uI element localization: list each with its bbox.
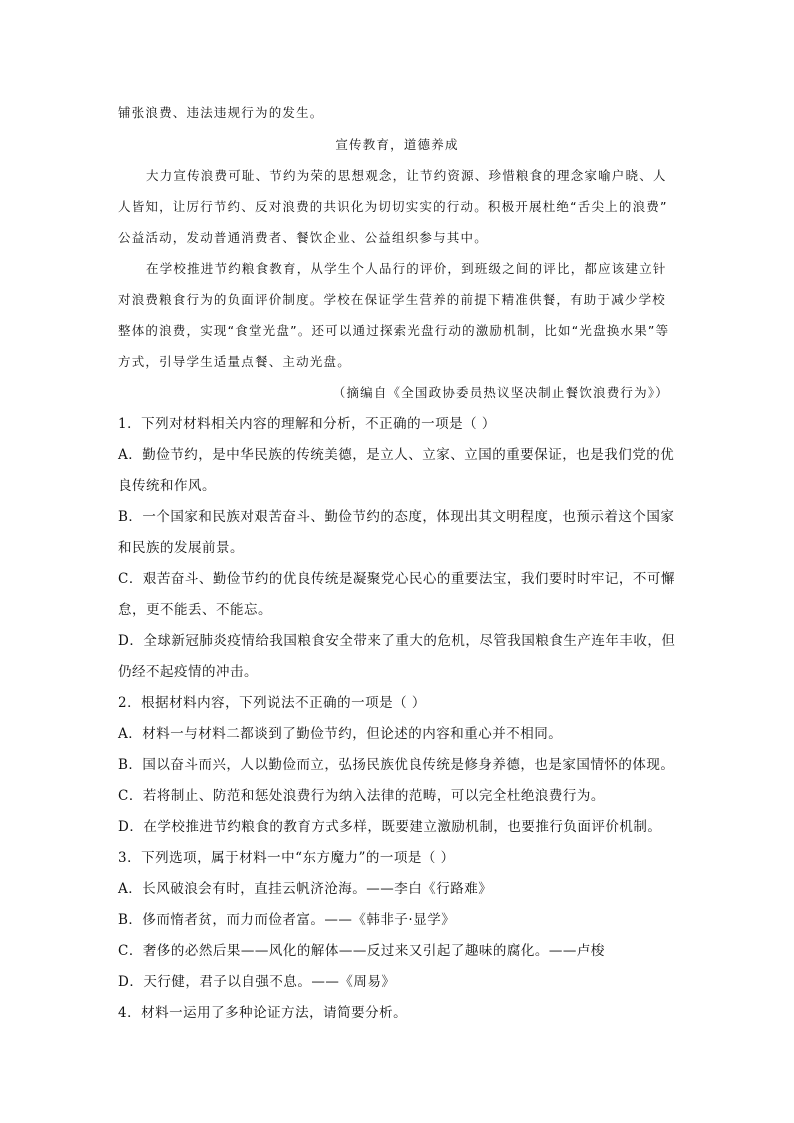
question-1-option-c-cont: 怠，更不能丢、不能忘。 bbox=[118, 602, 272, 618]
question-3-option-a: A．长风破浪会有时，直挂云帆济沧海。——李白《行路难》 bbox=[118, 881, 493, 897]
question-3-option-b: B．侈而惰者贫，而力而俭者富。——《韩非子·显学》 bbox=[118, 912, 456, 928]
question-1-option-b: B．一个国家和民族对艰苦奋斗、勤俭节约的态度，体现出其文明程度，也预示着这个国家 bbox=[118, 509, 675, 525]
question-2-option-d: D．在学校推进节约粮食的教育方式多样，既要建立激励机制，也要推行负面评价机制。 bbox=[118, 819, 662, 835]
passage-line: 铺张浪费、违法违规行为的发生。 bbox=[118, 105, 324, 120]
paragraph-1-line-2: 人皆知，让厉行节约、反对浪费的共识化为切切实实的行动。积极开展杜绝“舌尖上的浪费” bbox=[118, 199, 668, 214]
paragraph-1-line-3: 公益活动，发动普通消费者、餐饮企业、公益组织参与其中。 bbox=[118, 230, 488, 245]
paragraph-2-line-1: 在学校推进节约粮食教育，从学生个人品行的评价，到班级之间的评比，都应该建立针 bbox=[146, 261, 667, 276]
question-2-option-a: A．材料一与材料二都谈到了勤俭节约，但论述的内容和重心并不相同。 bbox=[118, 726, 563, 742]
paragraph-2-line-2: 对浪费粮食行为的负面评价制度。学校在保证学生营养的前提下精准供餐，有助于减少学校 bbox=[118, 292, 667, 307]
question-3-option-d: D．天行健，君子以自强不息。——《周易》 bbox=[118, 974, 396, 990]
question-2-option-b: B．国以奋斗而兴，人以勤俭而立，弘扬民族优良传统是修身养德，也是家国情怀的体现。 bbox=[118, 757, 675, 773]
paragraph-2-line-4: 方式，引导学生适量点餐、主动光盘。 bbox=[118, 354, 351, 369]
question-3-stem: 3．下列选项，属于材料一中“东方魔力”的一项是（ ） bbox=[118, 850, 455, 866]
question-1-stem: 1．下列对材料相关内容的理解和分析，不正确的一项是（ ） bbox=[118, 416, 496, 432]
question-1-option-d-cont: 仍经不起疫情的冲击。 bbox=[118, 664, 258, 680]
question-1-option-b-cont: 和民族的发展前景。 bbox=[118, 540, 244, 556]
question-2-stem: 2．根据材料内容，下列说法不正确的一项是（ ） bbox=[118, 695, 426, 711]
question-1-option-a: A．勤俭节约，是中华民族的传统美德，是立人、立家、立国的重要保证，也是我们党的优 bbox=[118, 447, 675, 463]
question-1-option-a-cont: 良传统和作风。 bbox=[118, 478, 216, 494]
question-1-option-d: D．全球新冠肺炎疫情给我国粮食安全带来了重大的危机，尽管我国粮食生产连年丰收，但 bbox=[118, 633, 676, 649]
paragraph-2-line-3: 整体的浪费，实现“食堂光盘”。还可以通过探索光盘行动的激励机制，比如“光盘换水果”等 bbox=[118, 323, 670, 338]
paragraph-1-line-1: 大力宣传浪费可耻、节约为荣的思想观念，让节约资源、珍惜粮食的理念家喻户晓、人 bbox=[146, 168, 667, 183]
source-citation: （摘编自《全国政协委员热议坚决制止餐饮浪费行为》） bbox=[332, 385, 669, 400]
question-1-option-c: C．艰苦奋斗、勤俭节约的优良传统是凝聚党心民心的重要法宝，我们要时时牢记，不可懈 bbox=[118, 571, 675, 587]
question-3-option-c: C．奢侈的必然后果——风化的解体——反过来又引起了趣味的腐化。——卢梭 bbox=[118, 943, 605, 959]
question-2-option-c: C．若将制止、防范和惩处浪费行为纳入法律的范畴，可以完全杜绝浪费行为。 bbox=[118, 788, 605, 804]
section-title: 宣传教育，道德养成 bbox=[335, 137, 459, 152]
question-4-stem: 4．材料一运用了多种论证方法，请简要分析。 bbox=[118, 1005, 408, 1021]
